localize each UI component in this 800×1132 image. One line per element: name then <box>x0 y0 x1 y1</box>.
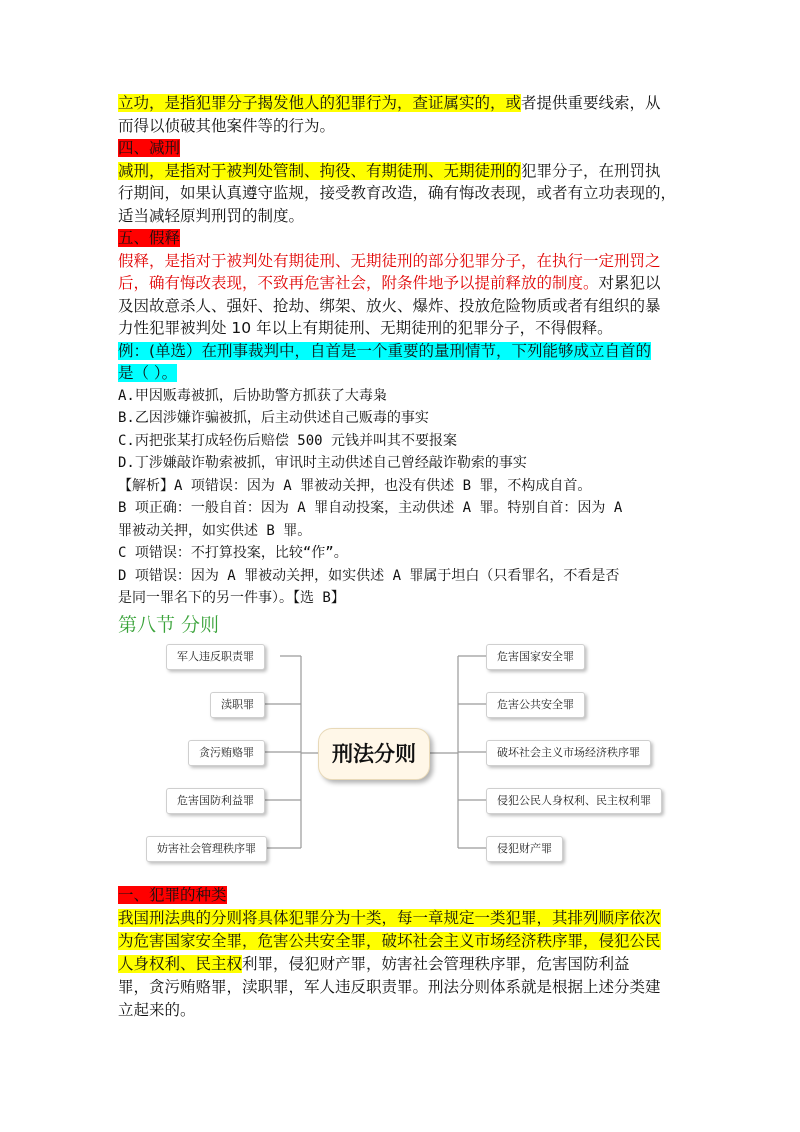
mind-node-left-1: 军人违反职责罪 <box>166 644 265 670</box>
mind-map <box>118 632 684 872</box>
mind-node-right-1: 危害国家安全罪 <box>486 644 585 670</box>
option-c: C.丙把张某打成轻伤后赔偿 500 元钱并叫其不要报案 <box>118 432 457 449</box>
mind-node-left-4: 危害国防利益罪 <box>166 788 265 814</box>
text-line: 减刑，是指对于被判处管制、拘役、有期徒刑、无期徒刑的犯罪分子，在刑罚执 <box>118 161 661 180</box>
heading-crime-types: 一、犯罪的种类 <box>118 886 227 904</box>
mind-node-left-3: 贪污贿赂罪 <box>188 740 265 766</box>
text-line: 及因故意杀人、强奸、抢劫、绑架、放火、爆炸、投放危险物质或者有组织的暴 <box>118 296 661 315</box>
example-question: 例：(单选）在刑事裁判中，自首是一个重要的量刑情节，下列能够成立自首的 <box>118 341 652 360</box>
heading-jiashi: 五、假释 <box>118 229 181 247</box>
crime-types-section <box>118 884 684 1022</box>
analysis-line: D 项错误：因为 A 罪被动关押，如实供述 A 罪属于坦白（只看罪名，不看是否 <box>118 567 620 584</box>
option-d: D.丁涉嫌敲诈勒索被抓，审讯时主动供述自己曾经敲诈勒索的事实 <box>118 455 527 471</box>
text-line: 立功，是指犯罪分子揭发他人的犯罪行为，查证属实的，或者提供重要线索，从 <box>118 94 661 112</box>
mind-node-right-4: 侵犯公民人身权利、民主权利罪 <box>486 788 662 814</box>
section-title: 第八节 分则 <box>118 613 220 636</box>
text-line: 而得以侦破其他案件等的行为。 <box>118 116 336 135</box>
mind-node-left-5: 妨害社会管理秩序罪 <box>146 836 267 862</box>
analysis-line: 罪被动关押，如实供述 B 罪。 <box>118 522 312 539</box>
text-line: 行期间，如果认真遵守监规，接受教育改造，确有悔改表现，或者有立功表现的， <box>118 184 677 202</box>
text-line: 我国刑法典的分则将具体犯罪分为十类，每一章规定一类犯罪，其排列顺序依次 <box>118 909 661 927</box>
text-line: 后，确有悔改表现，不致再危害社会，附条件地予以提前释放的制度。对累犯以 <box>118 274 661 292</box>
heading-jianxing: 四、减刑 <box>118 139 181 157</box>
analysis-line: C 项错误：不打算投案，比较“作”。 <box>118 545 348 561</box>
text-line: 立起来的。 <box>118 1001 196 1019</box>
text-line-red: 假释，是指对于被判处有期徒刑、无期徒刑的部分犯罪分子，在执行一定刑罚之 <box>118 251 661 270</box>
mind-node-right-5: 侵犯财产罪 <box>486 836 563 862</box>
mind-node-right-3: 破坏社会主义市场经济秩序罪 <box>486 740 651 766</box>
text-line: 为危害国家安全罪，危害公共安全罪，破坏社会主义市场经济秩序罪，侵犯公民 <box>118 932 661 950</box>
option-b: B.乙因涉嫌诈骗被抓，后主动供述自己贩毒的事实 <box>118 410 429 426</box>
document-body <box>118 92 684 640</box>
analysis-line: 是同一罪名下的另一件事）。【选 B】 <box>118 590 345 606</box>
text-line: 力性犯罪被判处 10 年以上有期徒刑、无期徒刑的犯罪分子，不得假释。 <box>118 319 613 337</box>
mind-node-right-2: 危害公共安全罪 <box>486 692 585 718</box>
text-line: 适当减轻原判刑罚的制度。 <box>118 206 305 225</box>
analysis-line: B 项正确：一般自首：因为 A 罪自动投案，主动供述 A 罪。特别自首：因为 A <box>118 500 623 516</box>
option-a: A.甲因贩毒被抓，后协助警方抓获了大毒枭 <box>118 387 387 404</box>
analysis-line: 【解析】A 项错误：因为 A 罪被动关押，也没有供述 B 罪，不构成自首。 <box>118 477 592 494</box>
mind-node-center: 刑法分则 <box>318 728 430 780</box>
mind-node-left-2: 渎职罪 <box>210 692 265 718</box>
example-question: 是（ ）。 <box>118 364 178 382</box>
text-line: 罪，贪污贿赂罪，渎职罪，军人违反职责罪。刑法分则体系就是根据上述分类建 <box>118 978 661 996</box>
text-line: 人身权利、民主权利罪，侵犯财产罪，妨害社会管理秩序罪，危害国防利益 <box>118 955 630 973</box>
